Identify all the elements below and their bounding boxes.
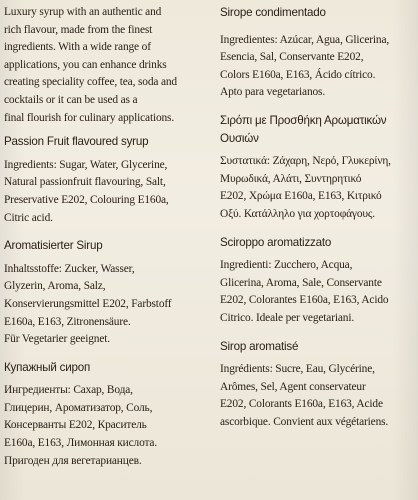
heading-german: Aromatisierter Sirup (4, 239, 103, 253)
ingredients-russian: Ингредиенты: Сахар, Вода, Глицерин, Ароматизатор, Соль, Консерванты E202, Краситель E160a, E163, Лимонная кислота. Пригоден для вегетарианцев. (4, 384, 158, 467)
heading-spanish: Sirope condimentado (220, 6, 326, 19)
heading-french: Sirop aromatisé (220, 339, 299, 353)
label-column-left (4, 0, 210, 470)
ingredients-italian: Ingredienti: Zucchero, Acqua, Glicerina, Aroma, Sale, Conservante E202, Colorantes E160a, E163, Acido Citrico. Ideale per vegetariani. (220, 259, 389, 324)
heading-greek: Σιρόπι με Προσθήκη Αρωματικών Ουσιών (220, 113, 387, 145)
ingredients-german: Inhaltsstoffe: Zucker, Wasser, Glyzerin, Aroma, Salz, Konservierungsmittel E202, Farbstoff E160a, E163, Zitronensäure. Für Vegetarier geeignet. (4, 262, 172, 346)
heading-english: Passion Fruit flavoured syrup (4, 135, 149, 149)
ingredients-french: Ingrédients: Sucre, Eau, Glycérine, Arômes, Sel, Agent conservateur E202, Colorants E160a, E163, Acide ascorbique. Convient aux végétariens. (220, 363, 389, 428)
ingredients-spanish: Ingredientes: Azúcar, Agua, Glicerina, Esencia, Sal, Conservante E202, Colors E160a, E163, Ácido cítrico. Apto para vegetarianos. (220, 33, 390, 99)
heading-russian: Купажный сироп (4, 360, 91, 374)
heading-italian: Sciroppo aromatizzato (220, 235, 332, 249)
ingredients-greek: Συστατικά: Ζάχαρη, Νερό, Γλυκερίνη, Μυρωδικά, Αλάτι, Συντηρητικό E202, Χρώμα E160a, E163, Κιτρικό Οξύ. Κατάλληλο για χορτοφάγους. (220, 155, 391, 220)
label-column-right (220, 0, 416, 431)
product-description: Luxury syrup with an authentic and rich flavour, made from the finest ingredients. With a wide range of applications, you can enhance drinks creating speciality coffee, tea, soda and cocktails or it can be used as a final flourish for culinary applications. (4, 6, 177, 124)
ingredients-english: Ingredients: Sugar, Water, Glycerine, Natural passionfruit flavouring, Salt, Preservative E202, Colouring E160a, Citric acid. (4, 158, 169, 224)
